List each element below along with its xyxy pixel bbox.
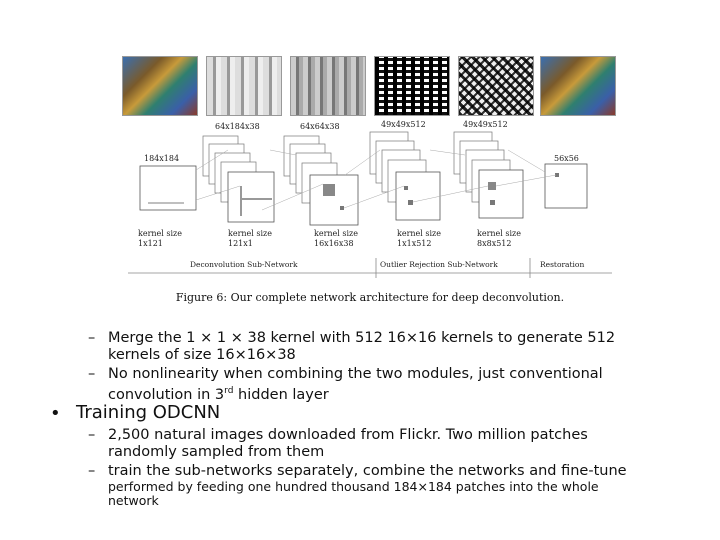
dash-4: – [88, 463, 96, 479]
output-block [545, 164, 587, 208]
sub-bullet-training-procedure: train the sub-networks separately, combine the networks and fine-tune performed by feeding one hundred thousand 184×184 patches into the whole network [108, 463, 627, 508]
kernel-label-1: kernel size 1x121 [138, 229, 183, 248]
section-label-restoration: Restoration [540, 260, 585, 269]
kernel-label-4: kernel size 1x1x512 [397, 229, 442, 248]
outlier-layer-2-stack [454, 132, 523, 218]
dim-output: 56x56 [554, 154, 579, 163]
sub-bullet-merge-kernels: Merge the 1 × 1 × 38 kernel with 512 16×16 kernels to generate 512 kernels of size 16×16×38 [108, 330, 616, 363]
outlier-layer-1-stack [370, 132, 440, 220]
section-label-deconv: Deconvolution Sub-Network [190, 260, 298, 269]
deconv-layer-2-stack [284, 136, 358, 225]
deconv-layer-1-stack [203, 136, 274, 222]
bullet-symbol: • [50, 403, 61, 424]
figure-caption: Figure 6: Our complete network architecture for deep deconvolution. [175, 291, 565, 304]
sub-bullet-dataset: 2,500 natural images downloaded from Flickr. Two million patches randomly sampled from them [108, 427, 588, 460]
dim-outlier2: 49x49x512 [463, 120, 508, 129]
kernel-label-3: kernel size 16x16x38 [314, 229, 359, 248]
dim-outlier1: 49x49x512 [381, 120, 426, 129]
kernel-label-2: kernel size 121x1 [228, 229, 273, 248]
dash-2: – [88, 366, 96, 382]
sub-bullet-nonlinearity: No nonlinearity when combining the two modules, just conventional convolution in 3rd hidden layer [108, 366, 603, 403]
dim-input: 184x184 [144, 154, 180, 163]
dim-deconv2: 64x64x38 [300, 122, 340, 131]
bullet-training-odcnn: Training ODCNN [76, 402, 221, 423]
kernel-label-5: kernel size 8x8x512 [477, 229, 522, 248]
section-label-outlier: Outlier Rejection Sub-Network [380, 260, 498, 269]
dash-3: – [88, 427, 96, 443]
dim-deconv1: 64x184x38 [215, 122, 260, 131]
dash-1: – [88, 330, 96, 346]
